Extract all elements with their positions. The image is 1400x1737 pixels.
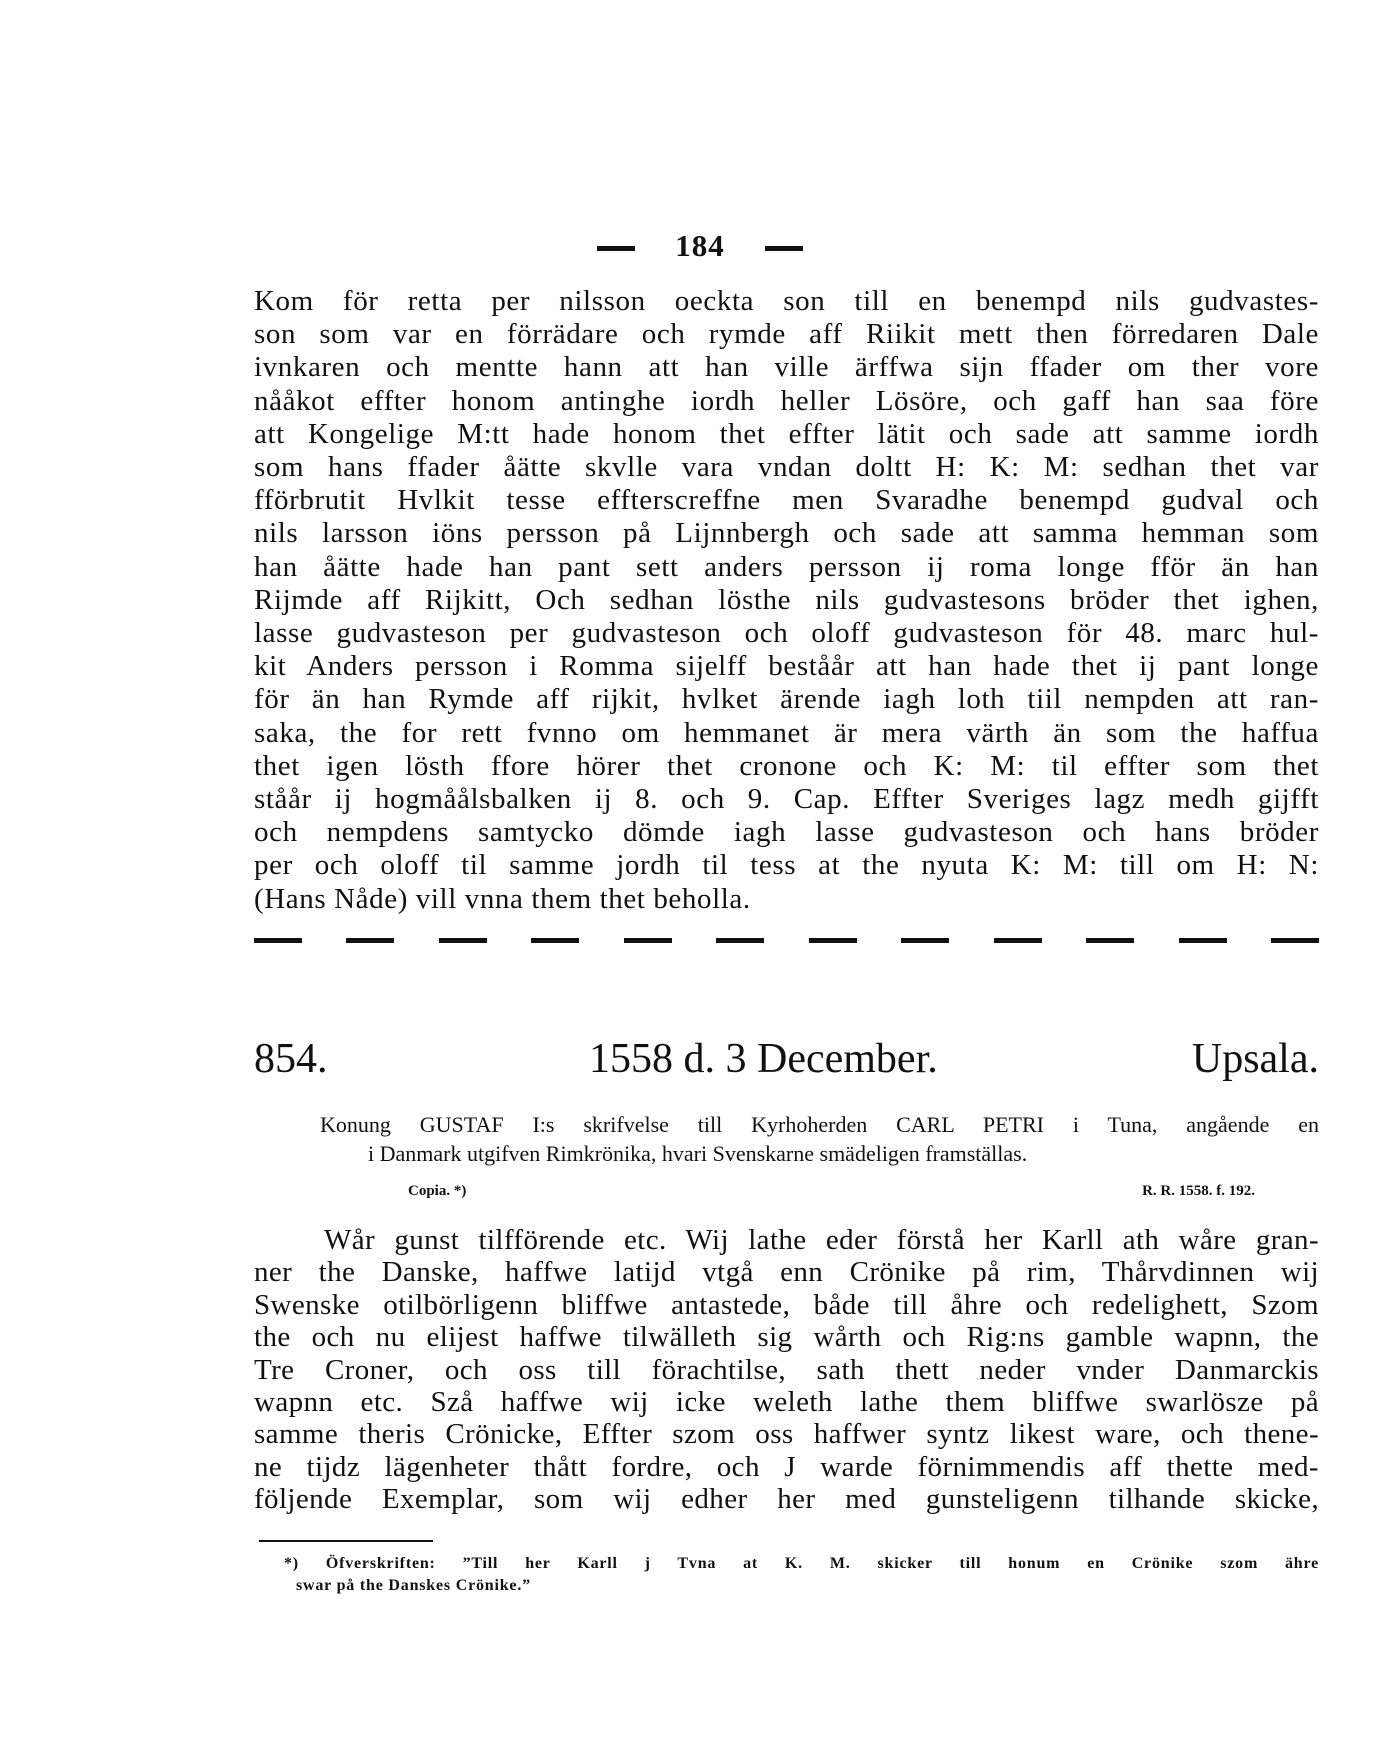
divider-dash <box>716 938 764 943</box>
text-line: Rijmde aff Rijkitt, Och sedhan lösthe nils gudvastesons bröder thet ighen, <box>254 583 1319 616</box>
text-line: saka, the for rett fvnno om hemmanet är mera värth än som the haffua <box>254 716 1319 749</box>
text-line: thet igen lösth ffore hörer thet cronone och K: M: til effter som thet <box>254 749 1319 782</box>
archive-reference: R. R. 1558. f. 192. <box>1142 1183 1255 1199</box>
text-line: ståår ij hogmåålsbalken ij 8. och 9. Cap. Effter Sveriges lagz medh gijfft <box>254 783 1319 816</box>
text-line: och nempdens samtycko dömde iagh lasse gudvasteson och hans bröder <box>254 816 1319 849</box>
text-line: han åätte hade han pant sett anders persson ij roma longe fför än han <box>254 550 1319 583</box>
document-number: 854. <box>254 1036 328 1082</box>
text-line: wapnn etc. Szå haffwe wij icke weleth lathe them bliffwe swarlösze på <box>254 1386 1319 1419</box>
divider-dash <box>1179 938 1227 943</box>
document-summary <box>320 1110 1319 1168</box>
text-line: (Hans Nåde) vill vnna them thet beholla. <box>254 882 751 915</box>
text-line: Kom för retta per nilsson oeckta son till en benempd nils gudvastes- <box>254 285 1319 317</box>
text-line: kit Anders persson i Romma sijelff beståår att han hade thet ij pant longe <box>254 650 1319 683</box>
divider-dash <box>1271 938 1319 943</box>
divider-dash <box>531 938 579 943</box>
divider-dash <box>254 938 302 943</box>
text-line: ivnkaren och mentte hann att han ville ärffwa sijn ffader om ther vore <box>254 351 1319 384</box>
divider-dash <box>1086 938 1134 943</box>
text-line: Swenske otilbörligenn bliffwe antastede, både till åhre och redelighett, Szom <box>254 1288 1319 1321</box>
divider-dash <box>624 938 672 943</box>
text-line: ne tijdz lägenheter thått fordre, och J warde förnimmendis aff thette med- <box>254 1450 1319 1483</box>
text-line: att Kongelige M:tt hade honom thet effter lätit och sade att samme iordh <box>254 417 1319 450</box>
main-text-block <box>254 285 1319 916</box>
text-line: nååkot effter honom antinghe iordh heller Lösöre, och gaff han saa före <box>254 384 1319 417</box>
text-line: samme theris Crönicke, Effter szom oss haffwer syntz likest ware, och thene- <box>254 1418 1319 1451</box>
summary-line: i Danmark utgifven Rimkrönika, hvari Svenskarne smädeligen framställas. <box>368 1141 1028 1166</box>
text-line: the och nu elijest haffwe tilwälleth sig wårth och Rig:ns gamble wapnn, the <box>254 1321 1319 1354</box>
text-line: nils larsson iöns persson på Lijnnbergh och sade att samma hemman som <box>254 517 1319 550</box>
section-divider-dashes <box>254 938 1319 946</box>
letter-text-block <box>254 1224 1319 1516</box>
divider-dash <box>809 938 857 943</box>
document-date: 1558 d. 3 December. <box>589 1036 938 1082</box>
page-number-text: 184 <box>675 228 725 263</box>
text-line: fförbrutit Hvlkit tesse effterscreffne men Svaradhe benempd gudval och <box>254 484 1319 517</box>
text-line: som hans ffader åätte skvlle vara vndan doltt H: K: M: sedhan thet var <box>254 451 1319 484</box>
text-line: Tre Croner, och oss till förachtilse, sath thett neder vnder Danmarckis <box>254 1353 1319 1386</box>
footnote <box>284 1553 1319 1597</box>
text-line: för än han Rymde aff rijkit, hvlket ärende iagh loth tiil nempden att ran- <box>254 683 1319 716</box>
document-heading <box>254 1035 1319 1085</box>
document-place: Upsala. <box>1191 1036 1319 1082</box>
text-line: ner the Danske, haffwe latijd vtgå enn Crönike på rim, Thårvdinnen wij <box>254 1256 1319 1289</box>
text-line: lasse gudvasteson per gudvasteson och oloff gudvasteson för 48. marc hul- <box>254 617 1319 650</box>
page-number <box>0 228 1400 264</box>
divider-dash <box>346 938 394 943</box>
divider-dash <box>439 938 487 943</box>
footnote-line: *) Öfverskriften: ”Till her Karll j Tvna at K. M. skicker till honum en Crönike szom ähre <box>284 1555 1319 1572</box>
text-line: följende Exemplar, som wij edher her med gunsteligenn tilhande skicke, <box>254 1483 1319 1516</box>
divider-dash <box>994 938 1042 943</box>
text-line: Wår gunst tilfförende etc. Wij lathe eder förstå her Karll ath wåre gran- <box>324 1224 1319 1256</box>
text-line: son som var en förrädare och rymde aff Riikit mett then förredaren Dale <box>254 318 1319 351</box>
footnote-line: swar på the Danskes Crönike.” <box>296 1577 531 1594</box>
page-number-dash-left <box>597 246 635 251</box>
footnote-rule <box>259 1540 433 1542</box>
page-number-dash-right <box>765 246 803 251</box>
divider-dash <box>901 938 949 943</box>
copia-label: Copia. *) <box>408 1183 467 1199</box>
summary-line: Konung GUSTAF I:s skrifvelse till Kyrhoherden CARL PETRI i Tuna, angående en <box>320 1112 1319 1137</box>
text-line: per och oloff til samme jordh til tess at the nyuta K: M: till om H: N: <box>254 849 1319 882</box>
